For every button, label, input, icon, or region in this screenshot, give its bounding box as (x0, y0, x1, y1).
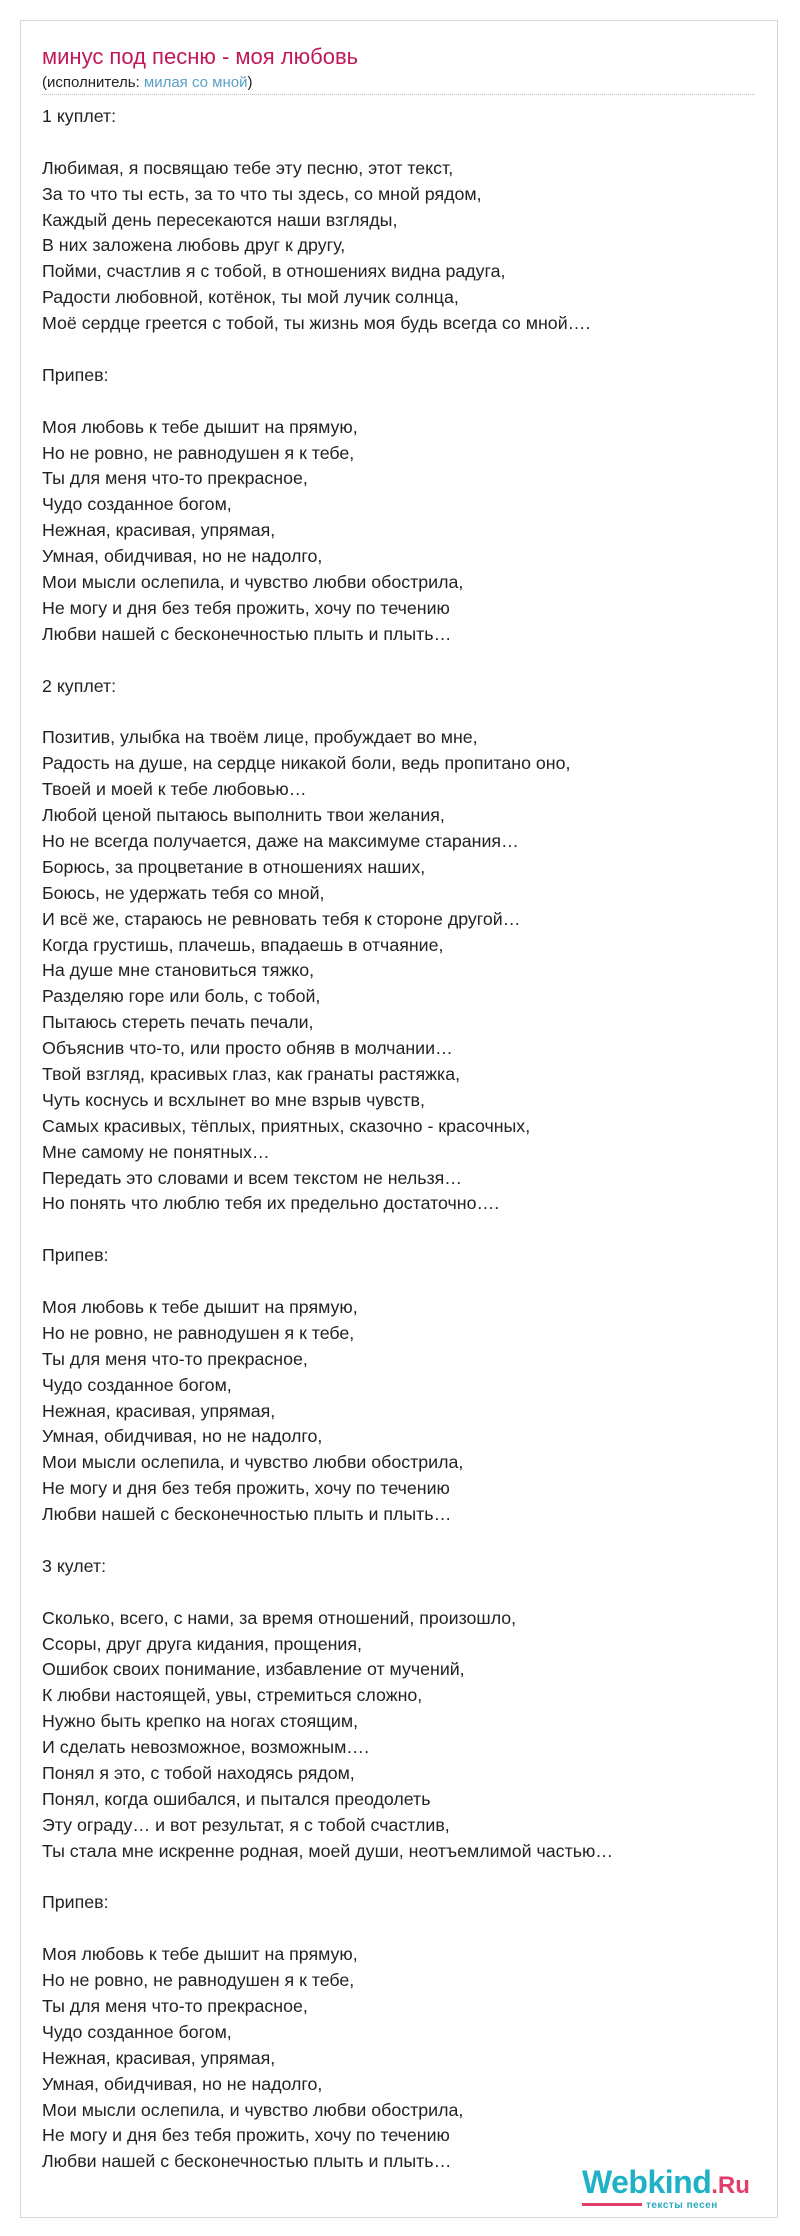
lyric-line: Любви нашей с бесконечностью плыть и плыть… (42, 2151, 452, 2172)
site-logo[interactable] (582, 2164, 750, 2201)
lyric-line: Моя любовь к тебе дышит на прямую, (42, 416, 358, 437)
lyric-blank-line (42, 1580, 762, 1606)
lyric-line: Позитив, улыбка на твоём лице, пробуждает во мне, (42, 727, 478, 748)
lyric-blank-line (42, 699, 762, 725)
lyric-line: Боюсь, не удержать тебя со мной, (42, 882, 325, 903)
lyric-line: Но не всегда получается, даже на максимуме старания… (42, 830, 519, 851)
lyric-line: Мне самому не понятных… (42, 1141, 270, 1162)
lyric-line: Эту ограду… и вот результат, я с тобой счастлив, (42, 1814, 450, 1835)
lyric-line: Нужно быть крепко на ногах стоящим, (42, 1711, 359, 1732)
lyric-line: Понял, когда ошибался, и пытался преодолеть (42, 1788, 431, 1809)
lyric-line: 1 куплет: (42, 106, 117, 126)
lyric-line: Припев: (42, 364, 109, 385)
lyric-line: Любой ценой пытаюсь выполнить твои желания, (42, 805, 445, 826)
lyric-line: Пытаюсь стереть печать печали, (42, 1012, 314, 1033)
artist-link[interactable]: милая со мной (143, 74, 248, 91)
lyric-line: Моя любовь к тебе дышит на прямую, (42, 1944, 358, 1965)
lyric-line: Объяснив что-то, или просто обняв в молчании… (42, 1038, 453, 1059)
lyric-line: Чудо созданное богом, (42, 2021, 232, 2042)
lyric-line: И всё же, стараюсь не ревновать тебя к стороне другой… (42, 908, 521, 929)
lyric-line: Мои мысли ослепила, и чувство любви обострила, (42, 1452, 464, 1473)
lyric-line: Не могу и дня без тебя прожить, хочу по течению (42, 2125, 450, 2146)
logo-main-text: Webkind (582, 2164, 712, 2200)
lyric-line: Умная, обидчивая, но не надолго, (42, 1426, 323, 1447)
lyric-line: Не могу и дня без тебя прожить, хочу по течению (42, 597, 450, 618)
logo-tagline: тексты песен (646, 2200, 718, 2211)
artist-suffix: ) (247, 74, 253, 91)
lyric-line: Но не ровно, не равнодушен я к тебе, (42, 1322, 355, 1343)
lyric-blank-line (42, 1269, 762, 1295)
lyric-line: Пойми, счастлив я с тобой, в отношениях видна радуга, (42, 261, 506, 282)
lyric-line: Разделяю горе или боль, с тобой, (42, 986, 321, 1007)
lyric-blank-line (42, 648, 762, 674)
lyric-line: Мои мысли ослепила, и чувство любви обострила, (42, 572, 464, 593)
lyric-line: Твой взгляд, красивых глаз, как гранаты растяжка, (42, 1063, 461, 1084)
lyric-line: Не могу и дня без тебя прожить, хочу по течению (42, 1478, 450, 1499)
lyric-line: Радости любовной, котёнок, ты мой лучик солнца, (42, 287, 459, 308)
lyric-line: Передать это словами и всем текстом не нельзя… (42, 1167, 463, 1188)
artist-line (42, 74, 252, 91)
artist-prefix: (исполнитель: (42, 74, 144, 91)
lyric-line: Самых красивых, тёплых, приятных, сказочно - красочных, (42, 1115, 531, 1136)
page-title: минус под песню - моя любовь (42, 44, 359, 69)
lyric-line: Любви нашей с бесконечностью плыть и плыть… (42, 623, 452, 644)
lyric-line: Каждый день пересекаются наши взгляды, (42, 209, 398, 230)
lyric-blank-line (42, 1865, 762, 1891)
lyric-line: Ты для меня что-то прекрасное, (42, 1348, 308, 1369)
lyric-line: Нежная, красивая, упрямая, (42, 2047, 276, 2068)
lyric-line: Борюсь, за процветание в отношениях наших, (42, 856, 426, 877)
lyric-line: Чудо созданное богом, (42, 1374, 232, 1395)
lyric-line: Ссоры, друг друга кидания, прощения, (42, 1633, 362, 1654)
lyric-line: Ошибок своих понимание, избавление от мучений, (42, 1659, 465, 1680)
lyric-line: Твоей и моей к тебе любовью… (42, 779, 307, 800)
lyric-line: Ты для меня что-то прекрасное, (42, 1996, 308, 2017)
lyric-line: За то что ты есть, за то что ты здесь, со мной рядом, (42, 183, 482, 204)
lyric-line: К любви настоящей, увы, стремиться сложно, (42, 1685, 423, 1706)
lyric-line: Но не ровно, не равнодушен я к тебе, (42, 1970, 355, 1991)
lyric-blank-line (42, 130, 762, 156)
lyric-line: Сколько, всего, с нами, за время отношений, произошло, (42, 1607, 517, 1628)
lyric-blank-line (42, 1528, 762, 1554)
lyric-blank-line (42, 1916, 762, 1942)
lyric-line: Припев: (42, 1245, 109, 1266)
lyric-blank-line (42, 337, 762, 363)
lyric-line: В них заложена любовь друг к другу, (42, 235, 346, 256)
logo-underline (582, 2203, 642, 2206)
lyric-line: Мои мысли ослепила, и чувство любви обострила, (42, 2099, 464, 2120)
lyric-line: Умная, обидчивая, но не надолго, (42, 2073, 323, 2094)
lyric-blank-line (42, 1217, 762, 1243)
lyric-line: Радость на душе, на сердце никакой боли, ведь пропитано оно, (42, 753, 571, 774)
lyric-line: Любимая, я посвящаю тебе эту песню, этот текст, (42, 157, 454, 178)
lyric-line: На душе мне становиться тяжко, (42, 960, 315, 981)
lyric-line: Нежная, красивая, упрямая, (42, 1400, 276, 1421)
lyric-line: Но понять что люблю тебя их предельно достаточно…. (42, 1193, 500, 1214)
lyrics-text (42, 104, 762, 2175)
lyric-line: Ты для меня что-то прекрасное, (42, 468, 308, 489)
lyric-line: Умная, обидчивая, но не надолго, (42, 546, 323, 567)
lyric-line: Припев: (42, 1892, 109, 1913)
header-divider (42, 94, 755, 95)
lyric-line: Чуть коснусь и всхлынет во мне взрыв чувств, (42, 1089, 425, 1110)
lyric-line: Моя любовь к тебе дышит на прямую, (42, 1296, 358, 1317)
lyric-line: 2 куплет: (42, 675, 117, 696)
lyric-line: Но не ровно, не равнодушен я к тебе, (42, 442, 355, 463)
lyric-blank-line (42, 389, 762, 415)
lyric-line: Когда грустишь, плачешь, впадаешь в отчаяние, (42, 934, 444, 955)
lyric-line: Нежная, красивая, упрямая, (42, 520, 276, 541)
lyric-line: Любви нашей с бесконечностью плыть и плыть… (42, 1504, 452, 1525)
lyric-line: И сделать невозможное, возможным…. (42, 1737, 370, 1758)
lyric-line: Моё сердце греется с тобой, ты жизнь моя будь всегда со мной…. (42, 313, 591, 334)
lyric-line: 3 кулет: (42, 1555, 107, 1576)
lyric-line: Ты стала мне искренне родная, моей души, неотъемлимой частью… (42, 1840, 614, 1861)
logo-suffix-text: .Ru (711, 2172, 750, 2199)
lyric-line: Чудо созданное богом, (42, 494, 232, 515)
lyric-line: Понял я это, с тобой находясь рядом, (42, 1763, 355, 1783)
